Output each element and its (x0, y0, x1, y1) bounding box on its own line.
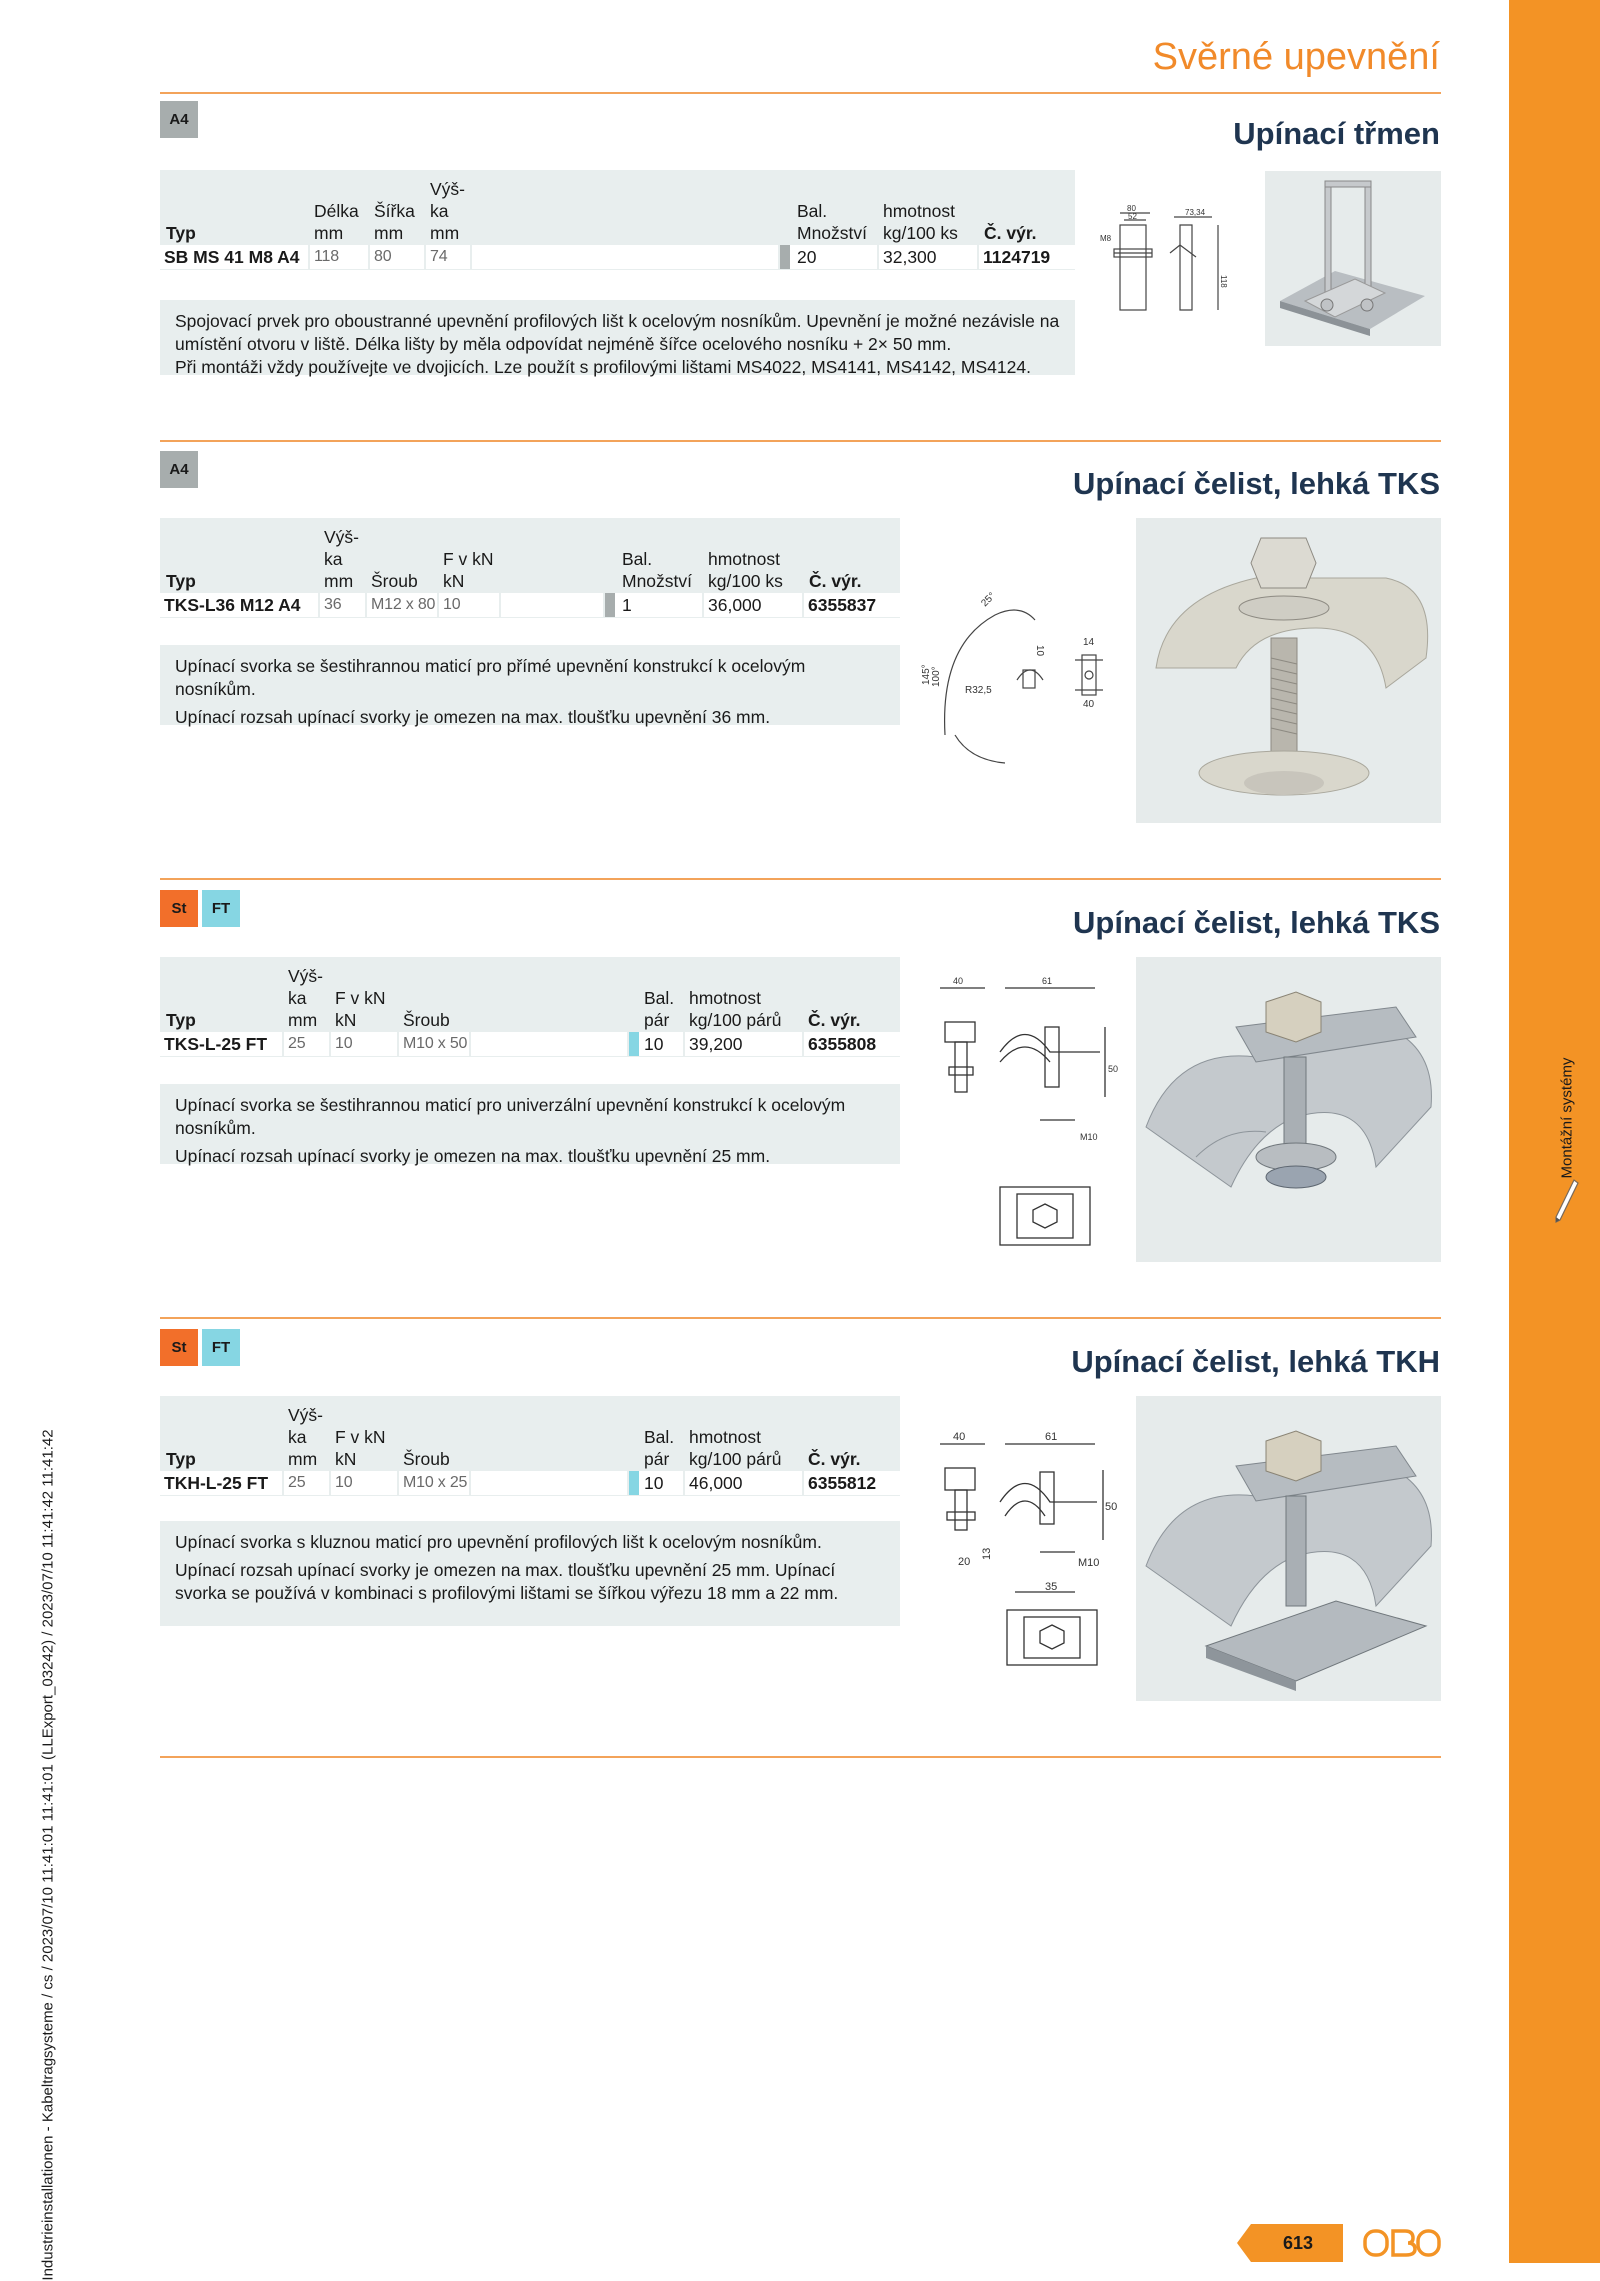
cell-height: 25 (284, 1032, 331, 1056)
cell-bolt: M10 x 25 (399, 1471, 471, 1495)
side-accent-bar (1509, 0, 1600, 2263)
header-height: Výš- ka mm (288, 1405, 323, 1469)
header-length: Délka mm (314, 201, 359, 243)
header-width: Šířka mm (374, 201, 415, 243)
cell-article: 6355808 (808, 1034, 877, 1054)
dim-label: 50 (1105, 1501, 1118, 1513)
header-article: Č. výr. (808, 1449, 861, 1469)
dim-label: M10 (1078, 1557, 1100, 1569)
header-pack: Bal. Množství (622, 549, 693, 591)
cell-force: 10 (439, 593, 501, 617)
description-line: Upínací rozsah upínací svorky je omezen na max. tloušťku upevnění 25 mm. Upínací svorka se používá v kombinaci s profilovými lištami se šířkou výřezu 18 mm a 22 mm. (175, 1560, 839, 1603)
description-line: Při montáži vždy používejte ve dvojicích. Lze použít s profilovými lištami MS4022, MS4141, MS4142, MS4124. (175, 357, 1031, 377)
product-description (160, 645, 900, 725)
technical-drawing (925, 972, 1120, 1252)
product-description (160, 1521, 900, 1626)
cell-height: 36 (320, 593, 367, 617)
section-rule (160, 878, 1441, 880)
product-photo (1136, 518, 1441, 823)
header-pack: Bal. pár (644, 1427, 675, 1469)
technical-drawing (1100, 205, 1230, 320)
page-header-title: Svěrné upevnění (1152, 36, 1440, 78)
header-weight: hmotnost kg/100 párů (689, 1427, 782, 1469)
cell-empty (472, 245, 780, 269)
dim-label: 13 (981, 1547, 993, 1560)
cell-bolt: M12 x 80 (367, 593, 439, 617)
table-row (160, 1032, 900, 1056)
table-row (160, 593, 900, 617)
description-line: Upínací rozsah upínací svorky je omezen na max. tloušťku upevnění 36 mm. (175, 707, 771, 727)
header-weight: hmotnost kg/100 ks (883, 201, 958, 243)
section-rule (160, 1756, 1441, 1758)
header-article: Č. výr. (984, 223, 1037, 243)
header-typ: Typ (166, 223, 196, 243)
header-height: Výš- ka mm (288, 966, 323, 1030)
cell-article: 6355812 (808, 1473, 877, 1493)
product-photo (1136, 957, 1441, 1262)
header-force: F v kN kN (335, 1427, 386, 1469)
material-badge-st: St (160, 890, 198, 927)
cell-force: 10 (331, 1032, 399, 1056)
cell-pack: 1 (618, 593, 704, 617)
obo-logo-icon (1363, 2228, 1441, 2258)
cell-weight: 46,000 (685, 1471, 804, 1495)
dim-label: 20 (958, 1556, 971, 1568)
section-rule (160, 1317, 1441, 1319)
header-force: F v kN kN (335, 988, 386, 1030)
cell-pack: 10 (640, 1471, 685, 1495)
pencil-icon (1552, 1178, 1580, 1224)
cell-typ: TKH-L-25 FT (160, 1471, 284, 1495)
cell-typ: SB MS 41 M8 A4 (160, 245, 310, 269)
cell-force: 10 (331, 1471, 399, 1495)
header-typ: Typ (166, 1010, 196, 1030)
table-row (160, 1471, 900, 1495)
cell-empty (471, 1471, 629, 1495)
dim-label: 10 (1034, 645, 1045, 657)
material-marker (629, 1032, 639, 1056)
clamp-jaw-slide-nut-photo-icon (1136, 1396, 1441, 1701)
dim-label: 52 (1128, 212, 1137, 221)
dim-label: 50 (1108, 1064, 1119, 1074)
dim-label: 61 (1042, 976, 1053, 986)
cell-weight: 36,000 (704, 593, 804, 617)
material-badge-ft: FT (202, 890, 240, 927)
product-photo (1265, 171, 1441, 346)
dim-label: 100° (931, 666, 942, 687)
dim-label: M8 (1100, 234, 1112, 243)
technical-drawing (921, 585, 1115, 770)
material-badge-a4: A4 (160, 101, 198, 138)
material-badge-st: St (160, 1329, 198, 1366)
description-line: Upínací svorka se šestihrannou maticí pro přímé upevnění konstrukcí k ocelovým nosníkům. (175, 656, 806, 699)
section-rule (160, 440, 1441, 442)
header-weight: hmotnost kg/100 párů (689, 988, 782, 1030)
table-row (160, 245, 1075, 269)
product-table (160, 957, 900, 1057)
cell-length: 118 (310, 245, 370, 269)
dim-label: 61 (1045, 1431, 1058, 1443)
description-line: Spojovací prvek pro oboustranné upevnění profilových lišt k ocelovým nosníkům. Upevnění je možné nezávisle na umístění otvoru v liště. Délka lišty by měla odpovídat nejméně šířce ocelového nosníku + 2× 50 mm. (175, 311, 1060, 354)
page-number: 613 (1282, 2233, 1314, 2253)
material-badge-ft: FT (202, 1329, 240, 1366)
cell-bolt: M10 x 50 (399, 1032, 471, 1056)
cell-width: 80 (370, 245, 426, 269)
cell-article: 6355837 (808, 595, 877, 615)
technical-drawing (925, 1430, 1120, 1670)
export-meta-text: Industrieinstallationen - Kabeltragsysteme / cs / 2023/07/10 11:41:01 11:41:01 (LLExport_03242) / 2023/07/10 11:41:42 11:41:42 (39, 1429, 57, 2281)
jaw-section-drawing-icon (925, 972, 1120, 1252)
dim-label: 80 (1127, 204, 1136, 213)
clamp-bracket-photo-icon (1265, 171, 1441, 346)
header-article: Č. výr. (809, 571, 862, 591)
dim-label: 118 (1219, 275, 1228, 288)
header-article: Č. výr. (808, 1010, 861, 1030)
product-title: Upínací třmen (1233, 116, 1440, 151)
cell-article: 1124719 (983, 247, 1051, 267)
product-table (160, 170, 1075, 270)
jaw-drawing-icon (921, 585, 1115, 770)
product-description (160, 300, 1075, 375)
dim-label: 40 (1083, 699, 1095, 710)
material-badge-a4: A4 (160, 451, 198, 488)
dim-label: 14 (1083, 637, 1095, 648)
material-marker (605, 593, 615, 617)
cell-pack: 10 (640, 1032, 685, 1056)
header-bolt: Šroub (403, 1010, 450, 1030)
header-typ: Typ (166, 571, 196, 591)
dim-label: R32,5 (965, 685, 992, 696)
dim-label: 35 (1045, 1581, 1058, 1593)
clamp-jaw-photo-icon (1136, 518, 1441, 823)
dim-label: 145° (921, 664, 932, 685)
product-description (160, 1084, 900, 1164)
cell-weight: 39,200 (685, 1032, 804, 1056)
bracket-drawing-icon (1100, 205, 1230, 320)
dim-label: 40 (953, 976, 964, 986)
material-marker (629, 1471, 639, 1495)
cell-typ: TKS-L36 M12 A4 (160, 593, 320, 617)
clamp-jaw-galvanized-photo-icon (1136, 957, 1441, 1262)
header-pack: Bal. Množství (797, 201, 868, 243)
header-pack: Bal. pár (644, 988, 675, 1030)
header-weight: hmotnost kg/100 ks (708, 549, 783, 591)
header-rule (160, 92, 1441, 94)
product-title: Upínací čelist, lehká TKH (1071, 1344, 1440, 1379)
header-height: Výš- ka mm (430, 179, 465, 243)
cell-height: 25 (284, 1471, 331, 1495)
description-line: Upínací rozsah upínací svorky je omezen na max. tloušťku upevnění 25 mm. (175, 1146, 771, 1166)
header-bolt: Šroub (403, 1449, 450, 1469)
cell-empty (501, 593, 605, 617)
product-title: Upínací čelist, lehká TKS (1073, 466, 1440, 501)
header-typ: Typ (166, 1449, 196, 1469)
cell-pack: 20 (793, 245, 879, 269)
side-section-label: Montážní systémy (1558, 1057, 1576, 1179)
description-line: Upínací svorka s kluznou maticí pro upevnění profilových lišt k ocelovým nosníkům. (175, 1532, 822, 1552)
header-height: Výš- ka mm (324, 527, 359, 591)
header-bolt: Šroub (371, 571, 418, 591)
material-marker (780, 245, 790, 269)
cell-typ: TKS-L-25 FT (160, 1032, 284, 1056)
dim-label: 25° (979, 590, 998, 610)
description-line: Upínací svorka se šestihrannou maticí pro univerzální upevnění konstrukcí k ocelovým nosníkům. (175, 1095, 846, 1138)
product-title: Upínací čelist, lehká TKS (1073, 905, 1440, 940)
header-force: F v kN kN (443, 549, 494, 591)
jaw-slide-nut-drawing-icon (925, 1430, 1120, 1670)
cell-weight: 32,300 (879, 245, 979, 269)
cell-height: 74 (426, 245, 472, 269)
product-table (160, 1396, 900, 1496)
product-photo (1136, 1396, 1441, 1701)
dim-label: 73,34 (1185, 208, 1206, 217)
product-table (160, 518, 900, 618)
dim-label: M10 (1080, 1132, 1098, 1142)
dim-label: 40 (953, 1431, 966, 1443)
cell-empty (471, 1032, 629, 1056)
